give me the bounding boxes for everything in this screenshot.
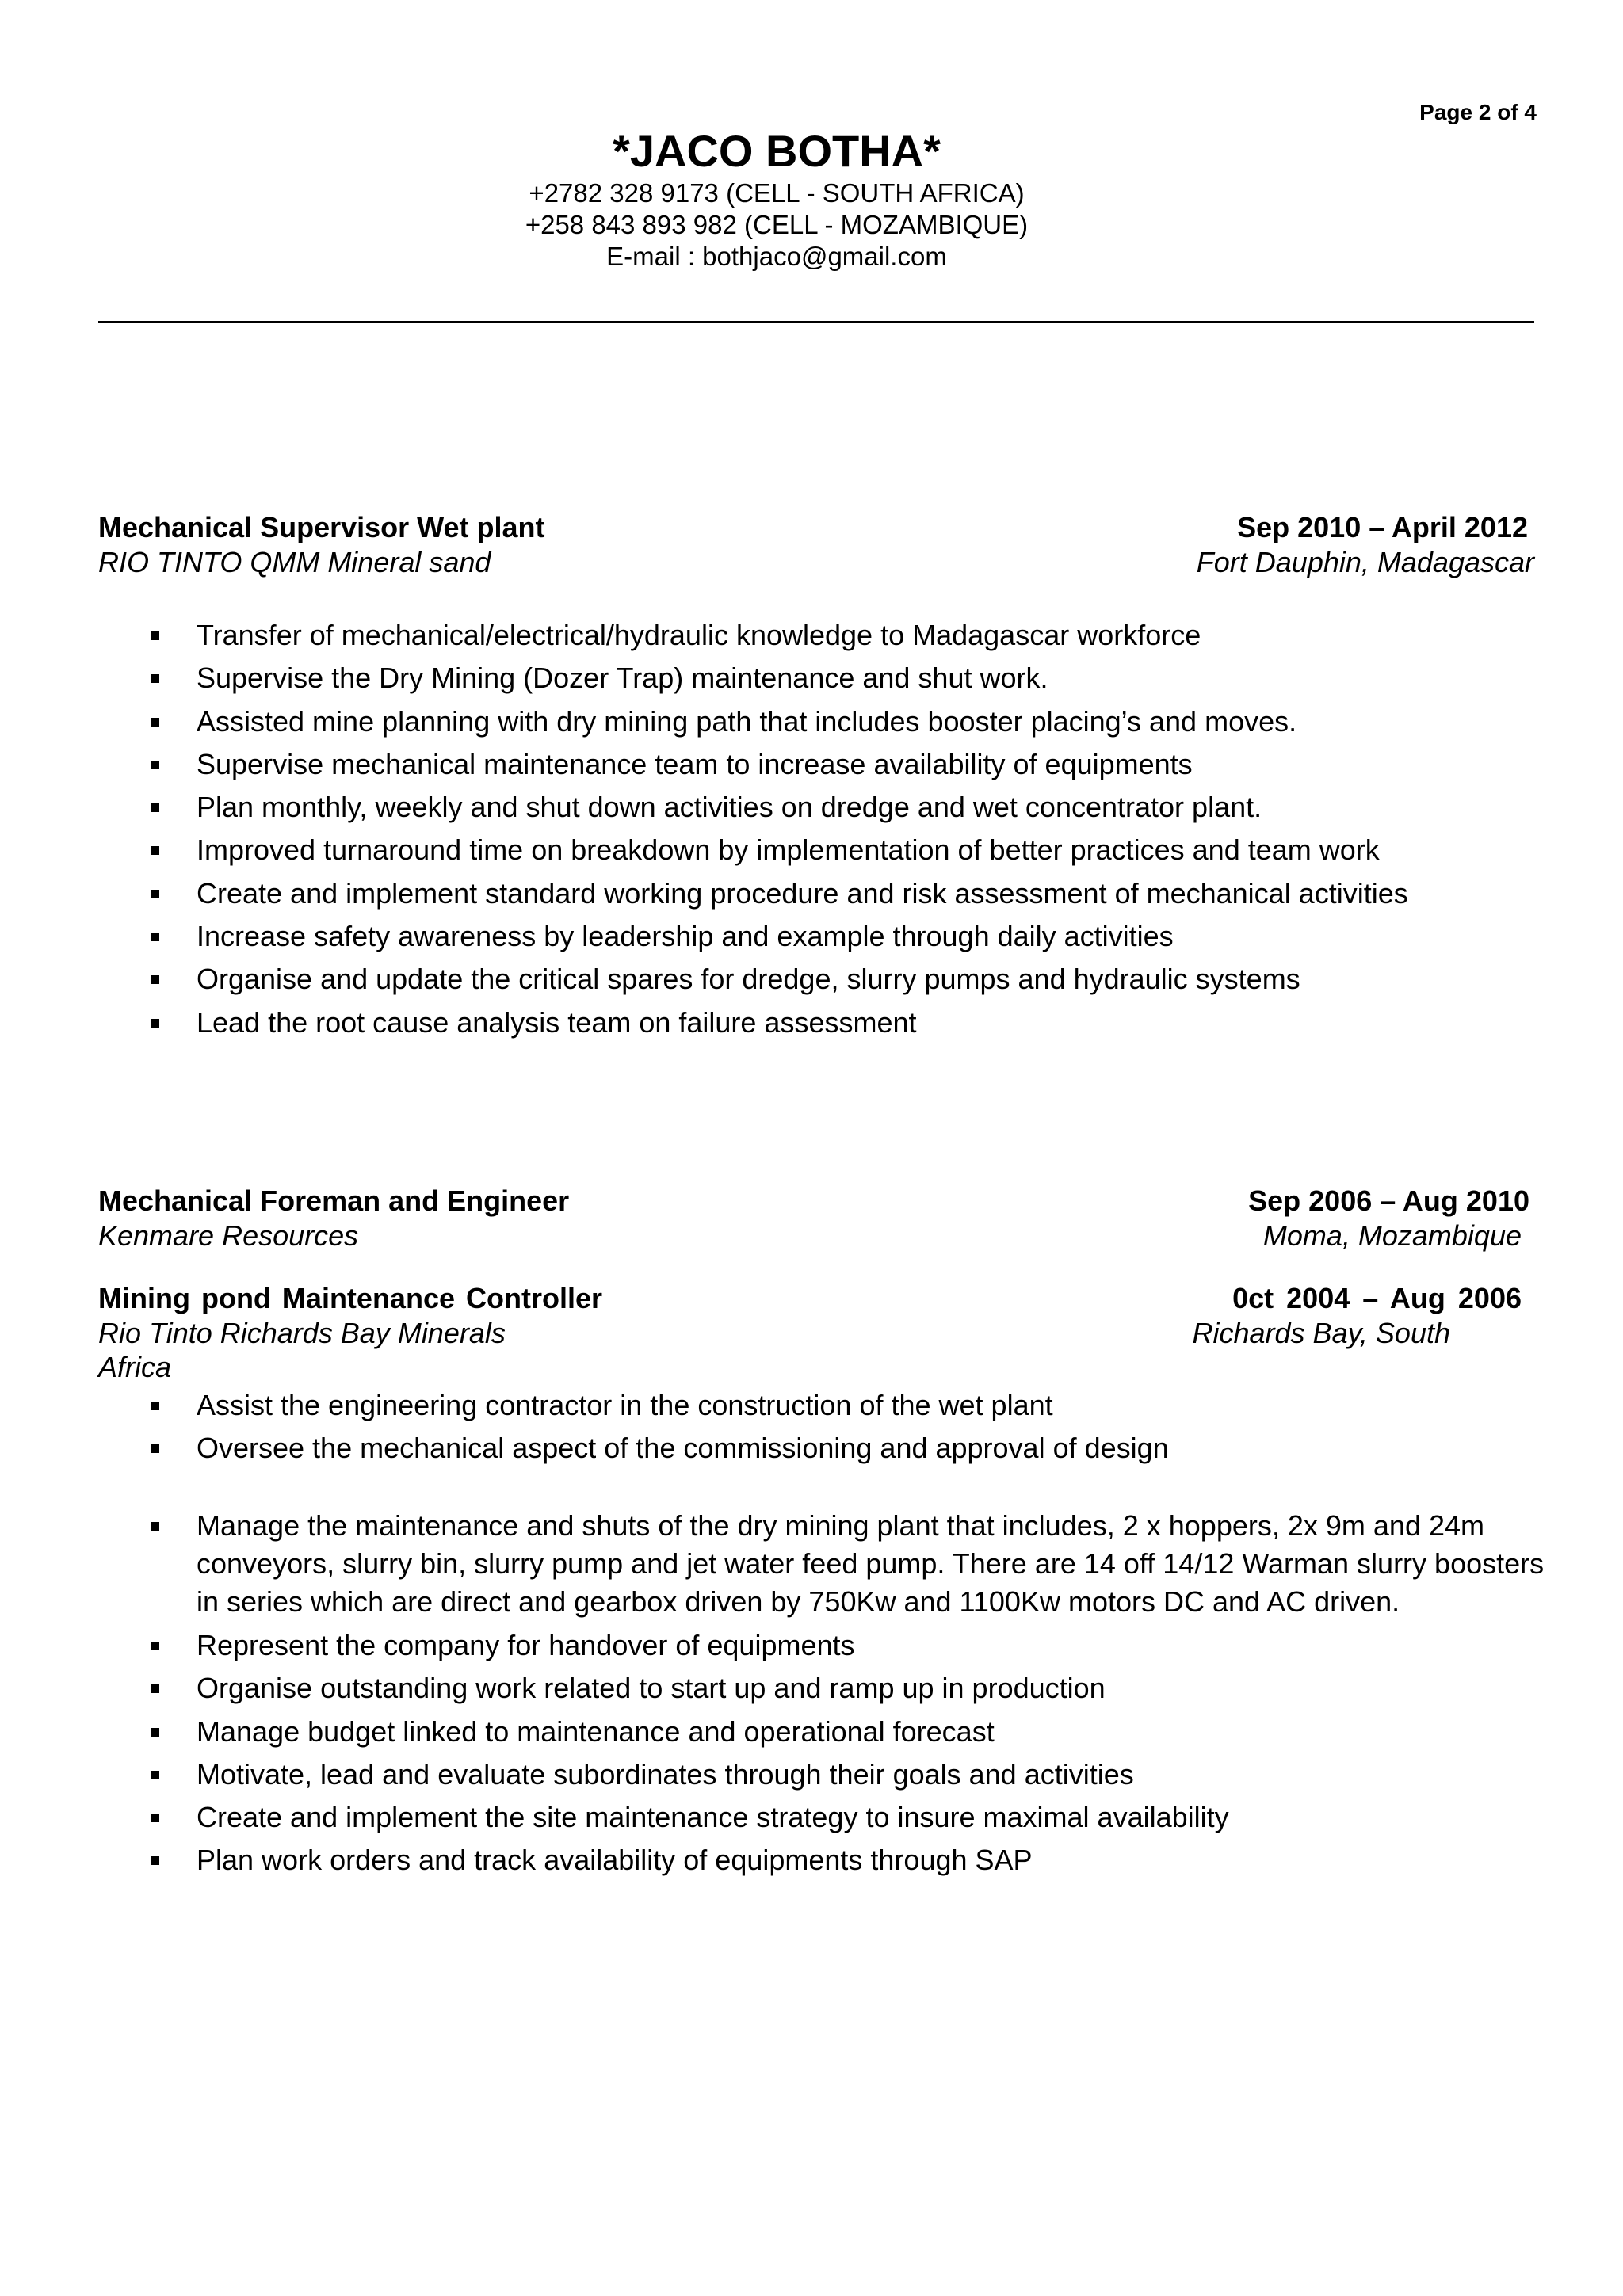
- job-company: RIO TINTO QMM Mineral sand: [98, 546, 491, 578]
- job-entry-rio-tinto-rbm: [98, 1281, 1534, 1384]
- job-company: Rio Tinto Richards Bay Minerals: [98, 1317, 506, 1349]
- job-title: Mechanical Supervisor Wet plant: [98, 511, 545, 543]
- job-location-continued: Africa: [98, 1351, 172, 1383]
- list-item: Transfer of mechanical/electrical/hydraulic knowledge to Madagascar workforce: [151, 614, 1545, 657]
- list-item: Motivate, lead and evaluate subordinates through their goals and activities: [151, 1753, 1545, 1796]
- candidate-name: *JACO BOTHA*: [613, 126, 941, 176]
- list-item: Supervise the Dry Mining (Dozer Trap) maintenance and shut work.: [151, 657, 1545, 700]
- job-dates: 0ct 2004 – Aug 2006: [1232, 1282, 1522, 1314]
- phone-south-africa: +2782 328 9173 (CELL - SOUTH AFRICA): [529, 178, 1025, 208]
- resume-header: [0, 125, 1553, 273]
- job-3-duties-list-a: [151, 1384, 1545, 1470]
- list-item: Create and implement the site maintenance strategy to insure maximal availability: [151, 1796, 1545, 1839]
- job-title: Mechanical Foreman and Engineer: [98, 1184, 570, 1217]
- job-entry-kenmare: [98, 1184, 1534, 1253]
- list-item: Oversee the mechanical aspect of the commissioning and approval of design: [151, 1427, 1545, 1470]
- job-1-duties-list: [151, 614, 1545, 1044]
- email-address: E-mail : bothjaco@gmail.com: [606, 242, 947, 271]
- list-item: Assist the engineering contractor in the construction of the wet plant: [151, 1384, 1545, 1427]
- list-item: Manage budget linked to maintenance and operational forecast: [151, 1711, 1545, 1753]
- list-item: Organise and update the critical spares for dredge, slurry pumps and hydraulic systems: [151, 958, 1545, 1001]
- job-location: Richards Bay, South: [1192, 1317, 1450, 1349]
- list-item: Manage the maintenance and shuts of the dry mining plant that includes, 2 x hoppers, 2x 9m and 24m conveyors, slurry bin, slurry pump and jet water feed pump. There are 14 off 14/12 Warman slurry boosters in series which are direct and gearbox driven by 750Kw and 1100Kw motors DC and AC driven.: [151, 1507, 1545, 1621]
- job-3-duties-list-b: [151, 1507, 1545, 1882]
- job-location: Fort Dauphin, Madagascar: [1196, 546, 1534, 578]
- header-divider: [98, 321, 1534, 323]
- phone-mozambique: +258 843 893 982 (CELL - MOZAMBIQUE): [525, 210, 1029, 239]
- page-number: Page 2 of 4: [1419, 100, 1537, 124]
- list-item: Plan work orders and track availability of equipments through SAP: [151, 1839, 1545, 1882]
- list-item: Organise outstanding work related to start up and ramp up in production: [151, 1667, 1545, 1710]
- list-item: Create and implement standard working procedure and risk assessment of mechanical activities: [151, 872, 1545, 915]
- list-item: Increase safety awareness by leadership and example through daily activities: [151, 915, 1545, 958]
- job-entry-rio-tinto-qmm: [98, 510, 1534, 580]
- list-item: Assisted mine planning with dry mining path that includes booster placing’s and moves.: [151, 700, 1545, 743]
- job-dates: Sep 2006 – Aug 2010: [1248, 1184, 1529, 1217]
- list-item: Represent the company for handover of equipments: [151, 1624, 1545, 1667]
- list-item: Lead the root cause analysis team on failure assessment: [151, 1001, 1545, 1044]
- list-item: Improved turnaround time on breakdown by implementation of better practices and team work: [151, 829, 1545, 871]
- list-item: Supervise mechanical maintenance team to increase availability of equipments: [151, 743, 1545, 786]
- job-title: Mining pond Maintenance Controller: [98, 1282, 602, 1314]
- list-item: Plan monthly, weekly and shut down activities on dredge and wet concentrator plant.: [151, 786, 1545, 829]
- job-location: Moma, Mozambique: [1262, 1219, 1522, 1252]
- job-company: Kenmare Resources: [98, 1219, 359, 1252]
- job-dates: Sep 2010 – April 2012: [1237, 511, 1528, 543]
